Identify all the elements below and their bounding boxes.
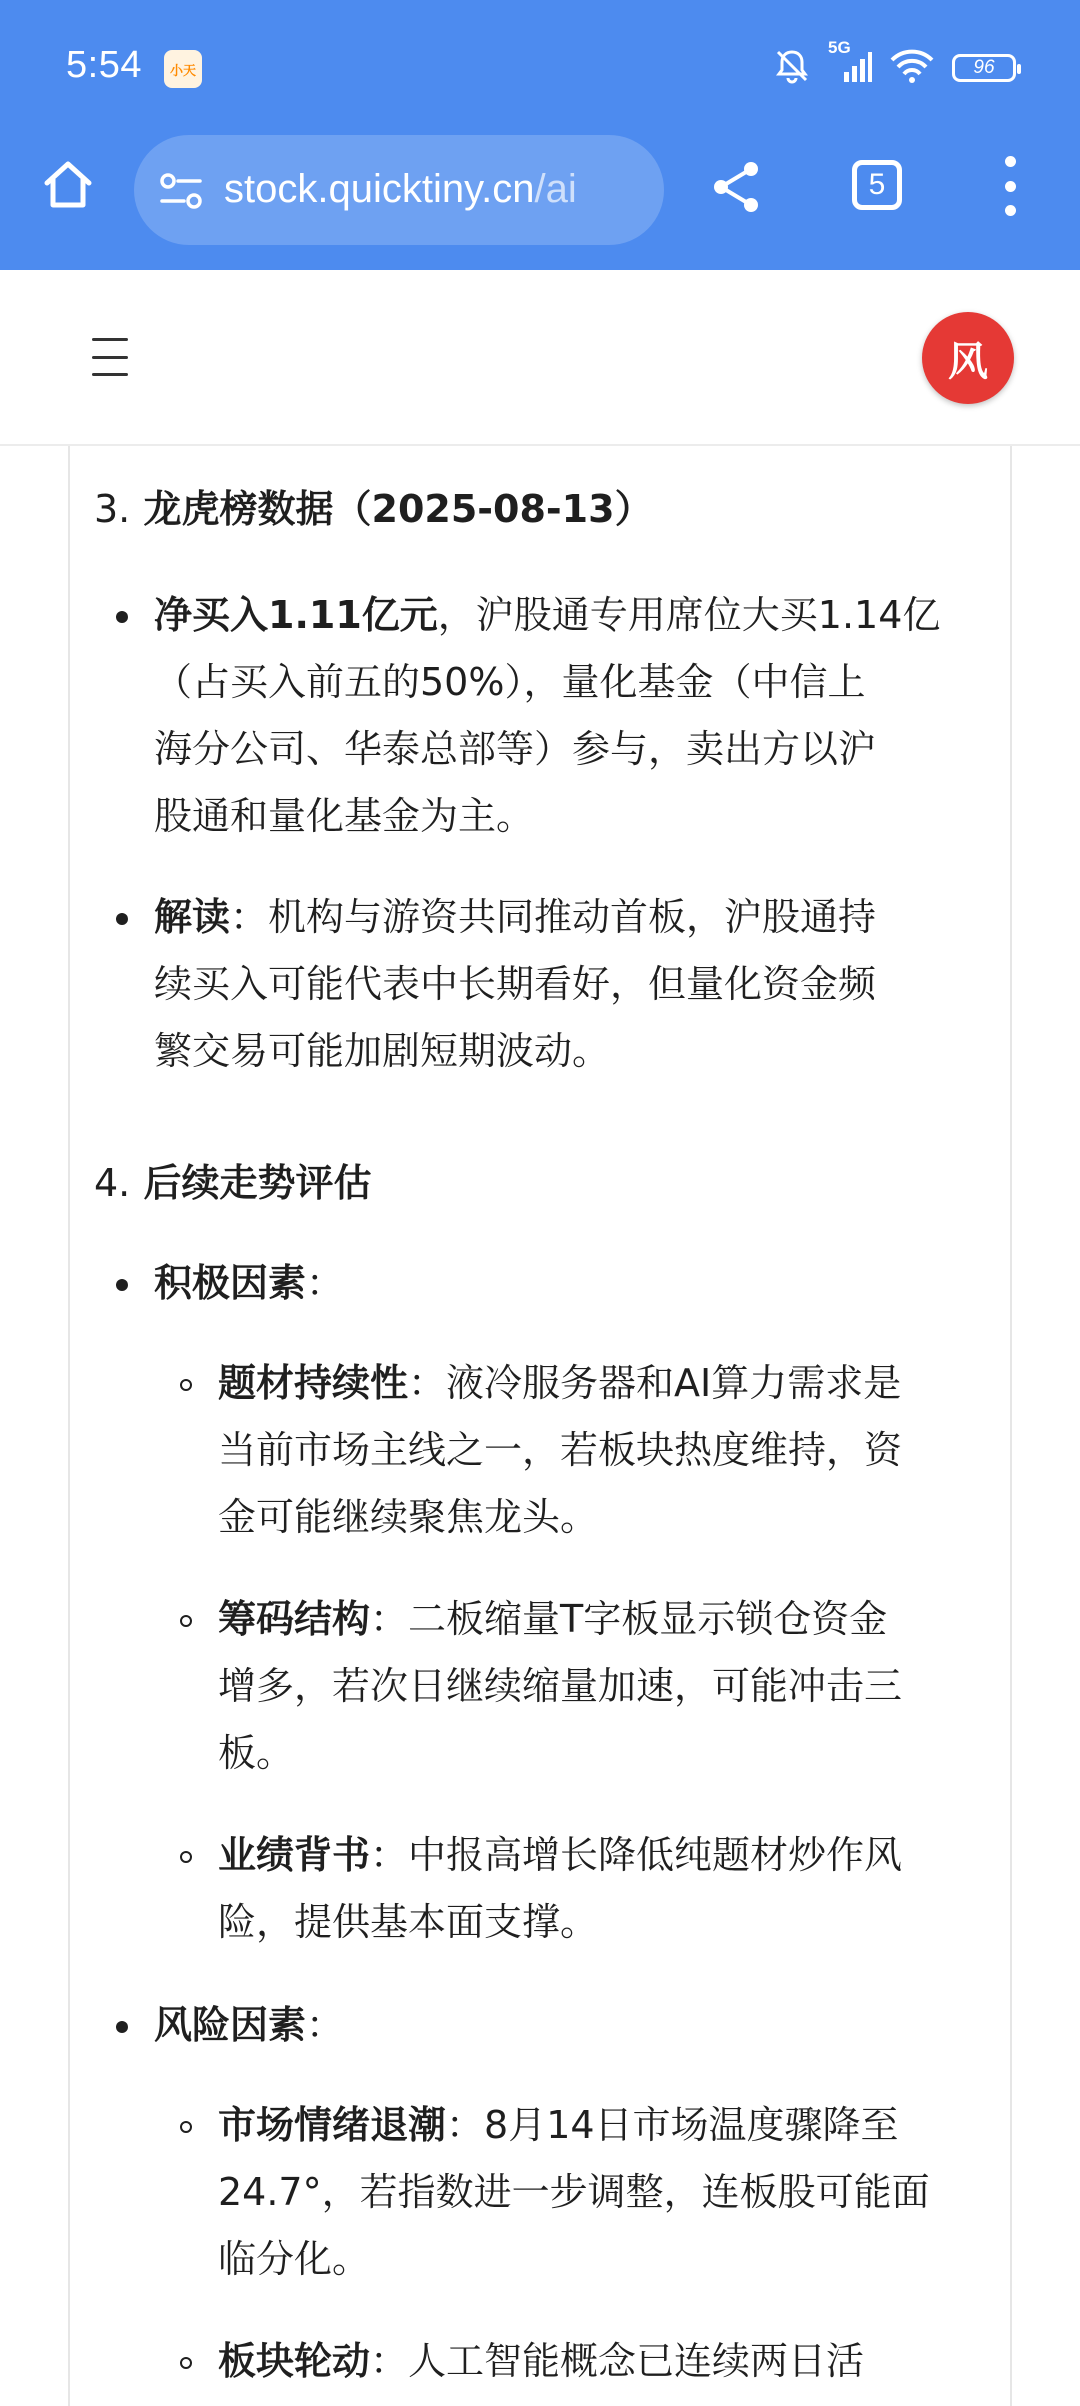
- battery-level: 96: [973, 57, 995, 78]
- item-line: 当前市场主线之一，若板块热度维持，资: [218, 1428, 903, 1472]
- url-text: [224, 167, 577, 212]
- item-line: 板。: [218, 1731, 295, 1775]
- item-text: ：人工智能概念已连续两日活: [370, 2339, 865, 2383]
- hamburger-menu-icon[interactable]: [92, 338, 132, 376]
- site-settings-icon[interactable]: [156, 165, 208, 217]
- sub-list-item: [218, 1822, 902, 1956]
- bullet-circle: [180, 2357, 192, 2369]
- share-icon: [707, 157, 767, 217]
- item-line: [218, 2092, 930, 2159]
- item-line: [218, 1350, 902, 1417]
- app-badge-label: 小天: [169, 63, 196, 79]
- app-notification-icon: [164, 50, 202, 88]
- item-bold: 业绩背书: [218, 1833, 371, 1877]
- menu-dot-icon: [1005, 181, 1016, 192]
- wifi-icon: [888, 46, 936, 90]
- site-header: [0, 270, 1080, 446]
- section-number: 3.: [94, 487, 131, 531]
- item-bold: 解读: [154, 895, 231, 939]
- share-button[interactable]: [702, 152, 772, 222]
- bullet-circle: [180, 1615, 192, 1627]
- menu-dot-icon: [1005, 205, 1016, 216]
- status-icons: [772, 38, 1016, 92]
- item-bold: 积极因素: [154, 1261, 307, 1305]
- sub-list-item: [218, 2328, 864, 2395]
- url-host: stock.quicktiny.cn: [224, 167, 535, 211]
- section-heading: [94, 476, 653, 543]
- bullet-dot: [116, 2021, 128, 2033]
- item-text: ：液冷服务器和AI算力需求是: [408, 1361, 902, 1405]
- item-line: [218, 2328, 864, 2395]
- status-bar: [0, 0, 1080, 130]
- url-path: /ai: [534, 167, 577, 211]
- tab-switcher-button[interactable]: [852, 160, 902, 210]
- item-text: ：二板缩量T字板显示锁仓资金: [370, 1597, 888, 1641]
- item-bold: 题材持续性: [218, 1361, 409, 1405]
- list-item: [154, 582, 940, 850]
- item-text: ：: [306, 2003, 345, 2047]
- item-line: 金可能继续聚焦龙头。: [218, 1495, 599, 1539]
- sub-list-item: [218, 2092, 930, 2293]
- item-bold: 板块轮动: [218, 2339, 371, 2383]
- list-item: [154, 1250, 344, 1317]
- home-button[interactable]: [36, 152, 100, 216]
- item-text: ：机构与游资共同推动首板，沪股通持: [230, 895, 877, 939]
- menu-dot-icon: [1005, 156, 1016, 167]
- item-line: （占买入前五的50%），量化基金（中信上: [154, 660, 866, 704]
- section-title: 龙虎榜数据（2025-08-13）: [143, 487, 653, 531]
- home-icon: [39, 155, 97, 213]
- item-line: [218, 1822, 902, 1889]
- item-line: 繁交易可能加剧短期波动。: [154, 1029, 611, 1073]
- item-line: [218, 1586, 902, 1653]
- item-bold: 净买入1.11亿元: [154, 593, 438, 637]
- item-line: 增多，若次日继续缩量加速，可能冲击三: [218, 1664, 903, 1708]
- bullet-circle: [180, 1851, 192, 1863]
- section-number: 4.: [94, 1161, 131, 1205]
- item-line: 海分公司、华泰总部等）参与，卖出方以沪: [154, 727, 877, 771]
- item-text: ：中报高增长降低纯题材炒作风: [370, 1833, 903, 1877]
- section-title: 后续走势评估: [143, 1161, 372, 1205]
- bullet-dot: [116, 1279, 128, 1291]
- item-line: [154, 1250, 344, 1317]
- item-line: 24.7°，若指数进一步调整，连板股可能面: [218, 2170, 930, 2214]
- status-time: 5:54: [66, 44, 142, 86]
- address-bar-row: [0, 130, 1080, 250]
- item-text: ，沪股通专用席位大买1.14亿: [437, 593, 941, 637]
- list-item: [154, 1992, 344, 2059]
- sub-list-item: [218, 1350, 902, 1551]
- url-bar[interactable]: [134, 135, 664, 245]
- item-line: [154, 582, 940, 649]
- cellular-signal-icon: [828, 38, 872, 90]
- section-heading: [94, 1150, 372, 1217]
- battery-icon: [952, 54, 1016, 82]
- item-bold: 风险因素: [154, 2003, 307, 2047]
- item-text: ：8月14日市场温度骤降至: [446, 2103, 899, 2147]
- bullet-circle: [180, 1379, 192, 1391]
- item-bold: 市场情绪退潮: [218, 2103, 447, 2147]
- item-line: 险，提供基本面支撑。: [218, 1900, 599, 1944]
- tab-count: 5: [868, 168, 886, 201]
- sub-list-item: [218, 1586, 902, 1787]
- network-type-label: 5G: [828, 38, 851, 57]
- item-line: [154, 1992, 344, 2059]
- bullet-dot: [116, 913, 128, 925]
- item-line: 临分化。: [218, 2237, 371, 2281]
- item-line: [154, 884, 876, 951]
- browser-toolbar: [0, 0, 1080, 270]
- item-line: 股通和量化基金为主。: [154, 794, 535, 838]
- bullet-circle: [180, 2121, 192, 2133]
- item-bold: 筹码结构: [218, 1597, 371, 1641]
- more-menu-button[interactable]: [990, 156, 1030, 216]
- user-avatar[interactable]: 风: [922, 312, 1014, 404]
- bell-muted-icon: [772, 46, 812, 90]
- item-line: 续买入可能代表中长期看好，但量化资金频: [154, 962, 877, 1006]
- bullet-dot: [116, 611, 128, 623]
- list-item: [154, 884, 876, 1085]
- article-card: [68, 446, 1012, 2406]
- item-text: ：: [306, 1261, 345, 1305]
